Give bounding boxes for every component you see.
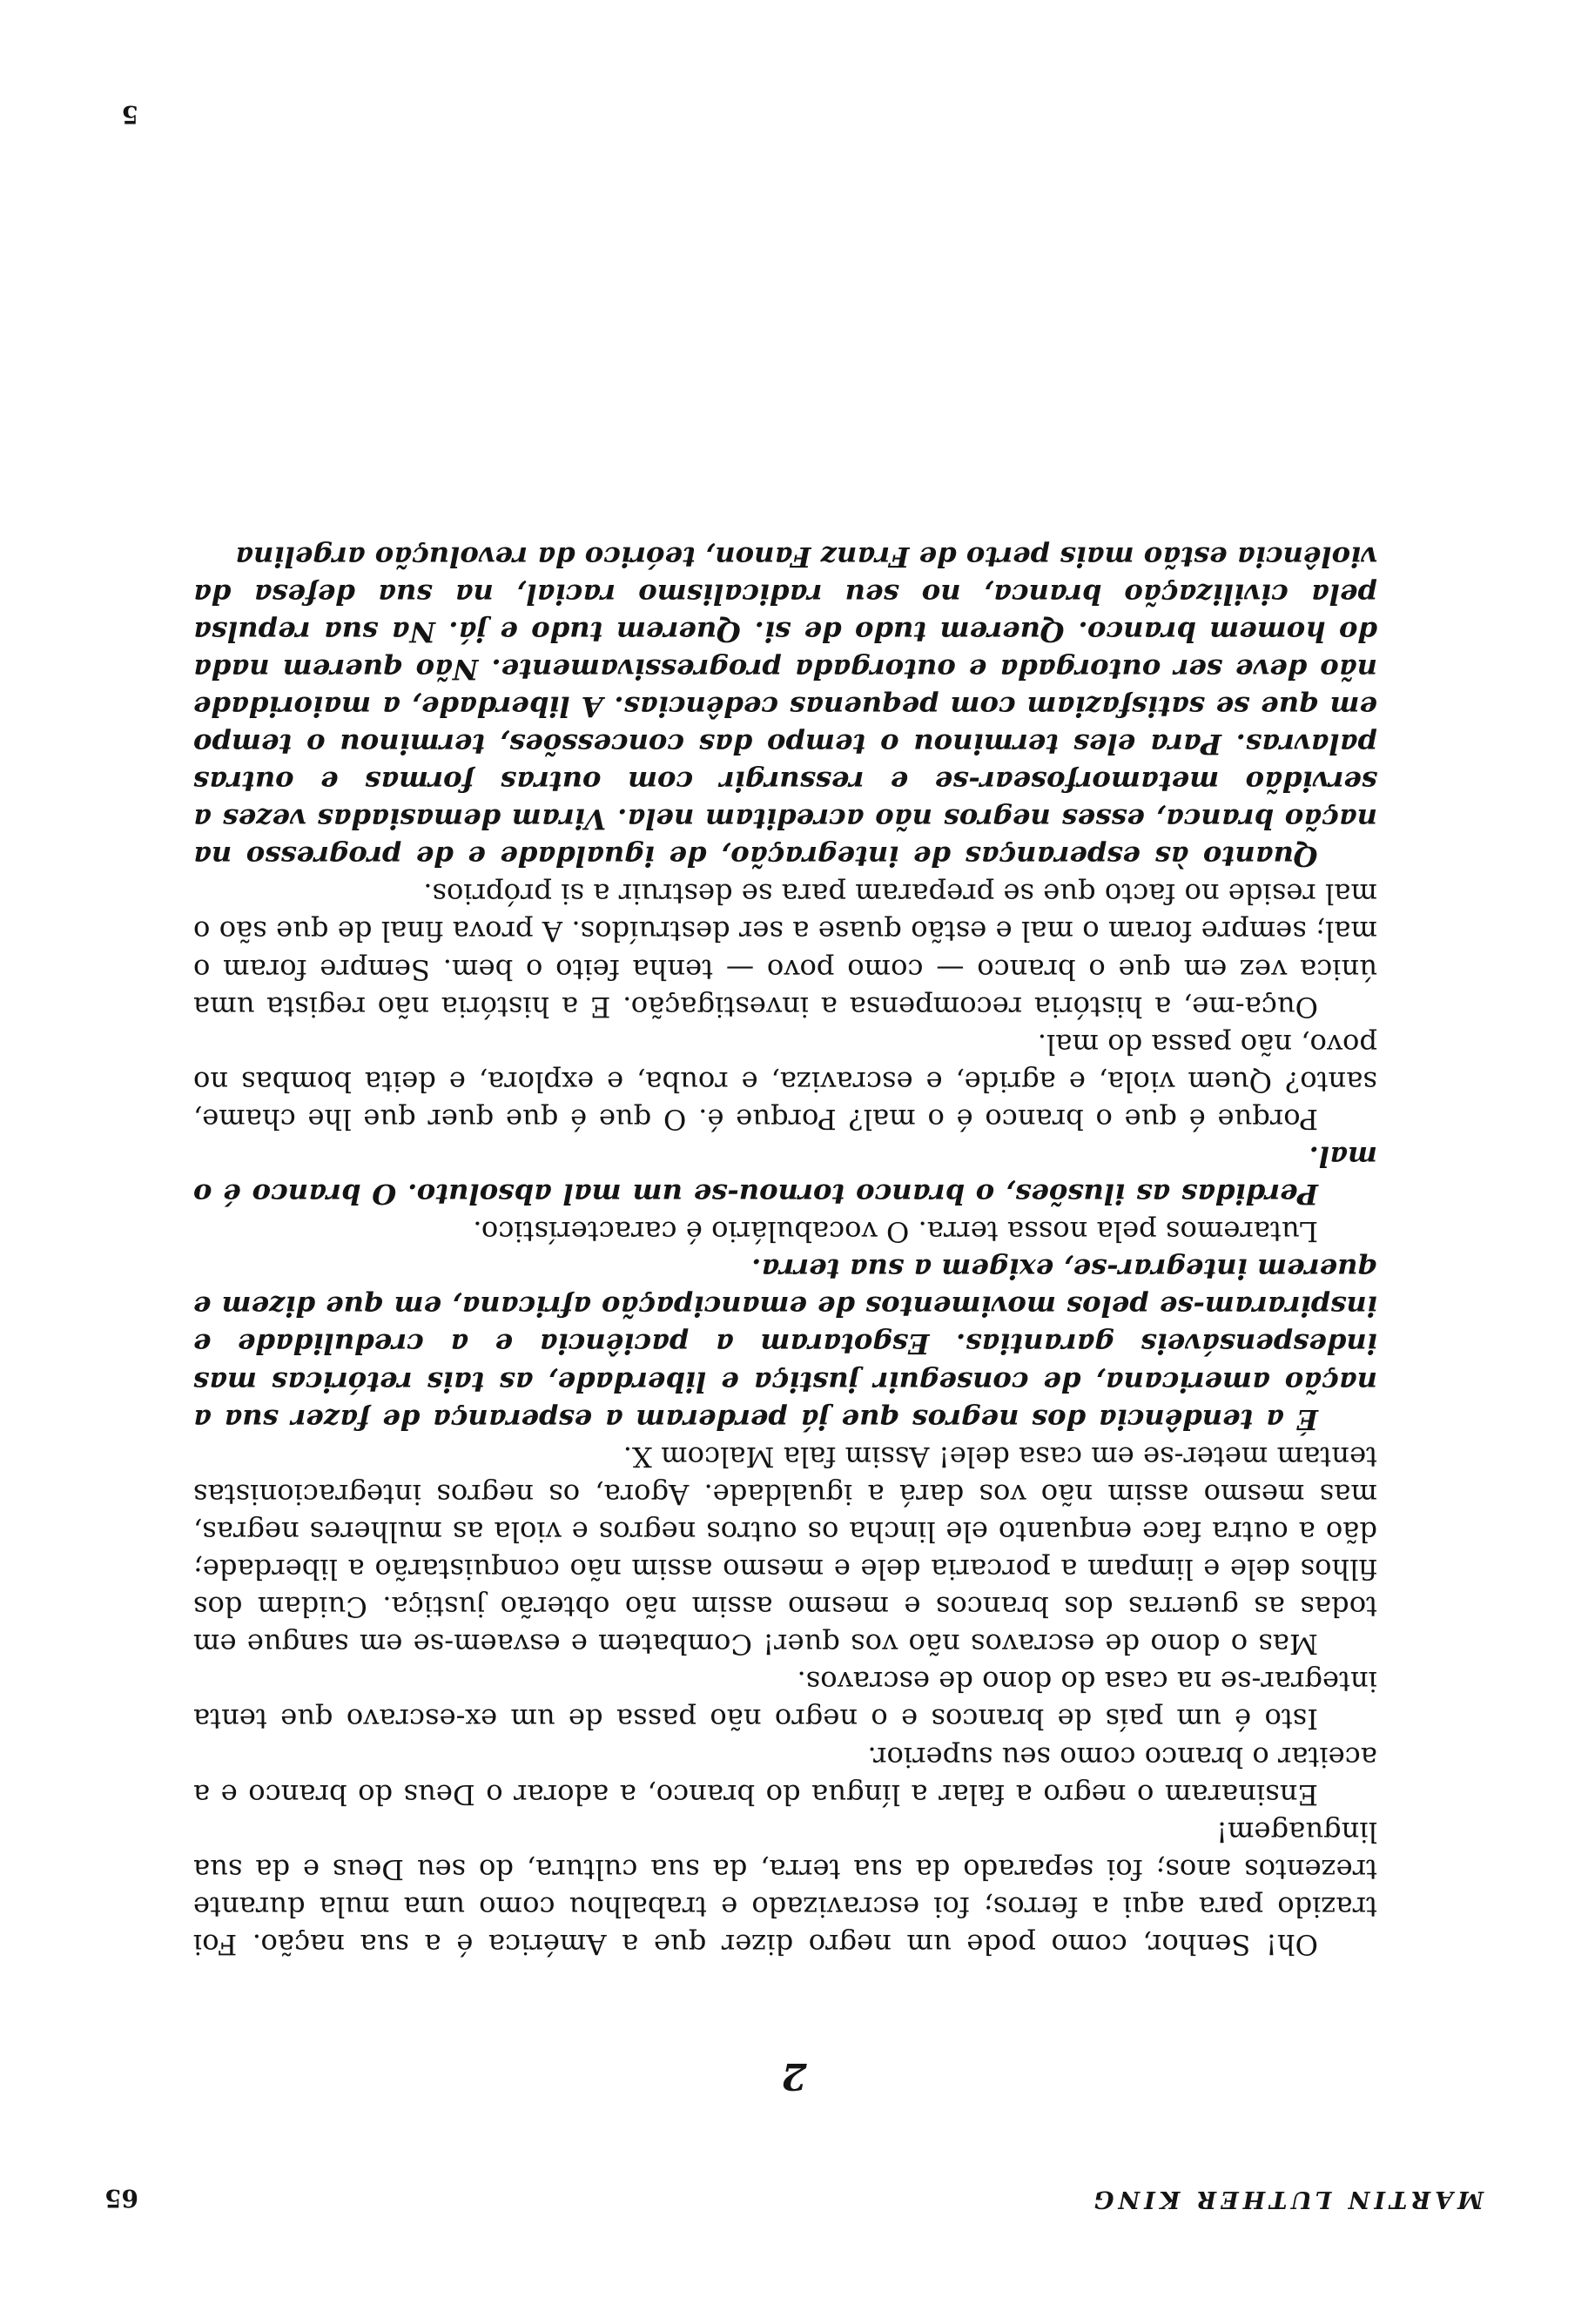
paragraph: Oh! Senhor, como pode um negro dizer que a América é a sua nação. Foi trazido para aqui a ferros; foi escravizado e trabalhou como uma mula durante trezentos anos; foi separado da sua terra, da sua cultura, do seu Deus e da sua linguagem! <box>193 1815 1377 1961</box>
paragraph: Porque é que o branco é o mal? Porque é. O que é que quer que lhe chame, santo? Quem viola, e agride, e escraviza, e rouba, e explora, e deita bombas no povo, não passa do mal. <box>193 1027 1377 1136</box>
running-header <box>0 2178 1588 2213</box>
body-text <box>193 537 1377 1963</box>
page-number: 65 <box>104 2184 138 2213</box>
running-title: MARTIN LUTHER KING <box>1089 2186 1484 2213</box>
signature-mark: 5 <box>121 100 138 129</box>
italic-paragraph: É a tendência dos negros que já perderam a esperança de fazer sua a nação americana, de conseguir justiça e liberdade, as tais retóricas mas indespensáveis garantias. Esgotaram a paciência e a credulidade e inspiraram-se pelos movimentos de emancipação africana, em que dizem e querem integrar-se, exigem a sua terra. <box>193 1253 1377 1436</box>
paragraph: Ensinaram o negro a falar a língua do branco, a adorar o Deus do branco e a aceitar o branco como seu superior. <box>193 1740 1377 1811</box>
italic-paragraph: Quanto às esperanças de integração, de igualdade e de progresso na nação branca, esses negros não acreditam nela. Viram demasiadas vezes a servidão metamorfosear-se e ressurgir com outras formas e outras palavras. Para eles terminou o tempo das concessões, terminou o tempo em que se satisfaziam com pequenas cedências. A liberdade, a maioridade não deve ser outorgada e outorgada progressivamente. Não querem nada do homem branco. Querem tudo de si. Querem tudo e já. Na sua repulsa pela civilização branca, no seu radicalismo racial, na sua defesa da violência estão mais perto de Franz Fanon, teórico da revolução argelina <box>193 540 1377 874</box>
paragraph: Isto é um país de brancos e o negro não passa de um ex-escravo que tenta integrar-se na casa do dono de escravos. <box>193 1665 1377 1736</box>
paragraph: Mas o dono de escravos não vos quer! Combatem e esvaem-se em sangue em todas as guerras dos brancos e mesmo assim não obterão justiça. Cuidam dos filhos dele e limpam a porcaria dele e mesmo assim não conquistarão a liberdade; dão a outra face enquanto ele lincha os outros negros e viola as mulheres negras, mas mesmo assim não vos dará a igualdade. Agora, os negros integracionistas tentam meter-se em casa dele! Assim fala Malcom X. <box>193 1440 1377 1662</box>
italic-paragraph: Perdidas as ilusões, o branco tornou-se um mal absoluto. O branco é o mal. <box>193 1140 1377 1212</box>
paragraph: Ouça-me, a história recompensa a investigação. E a história não regista uma única vez em que o branco — como povo — tenha feito o bem. Sempre foram o mal; sempre foram o mal e estão quase a ser destruídos. A prova final de que são o mal reside no facto que se preparam para se destruir a si próprios. <box>193 877 1377 1024</box>
chapter-number: 2 <box>781 2055 807 2098</box>
paragraph: Lutaremos pela nossa terra. O vocabulário é característico. <box>473 1215 1318 1249</box>
